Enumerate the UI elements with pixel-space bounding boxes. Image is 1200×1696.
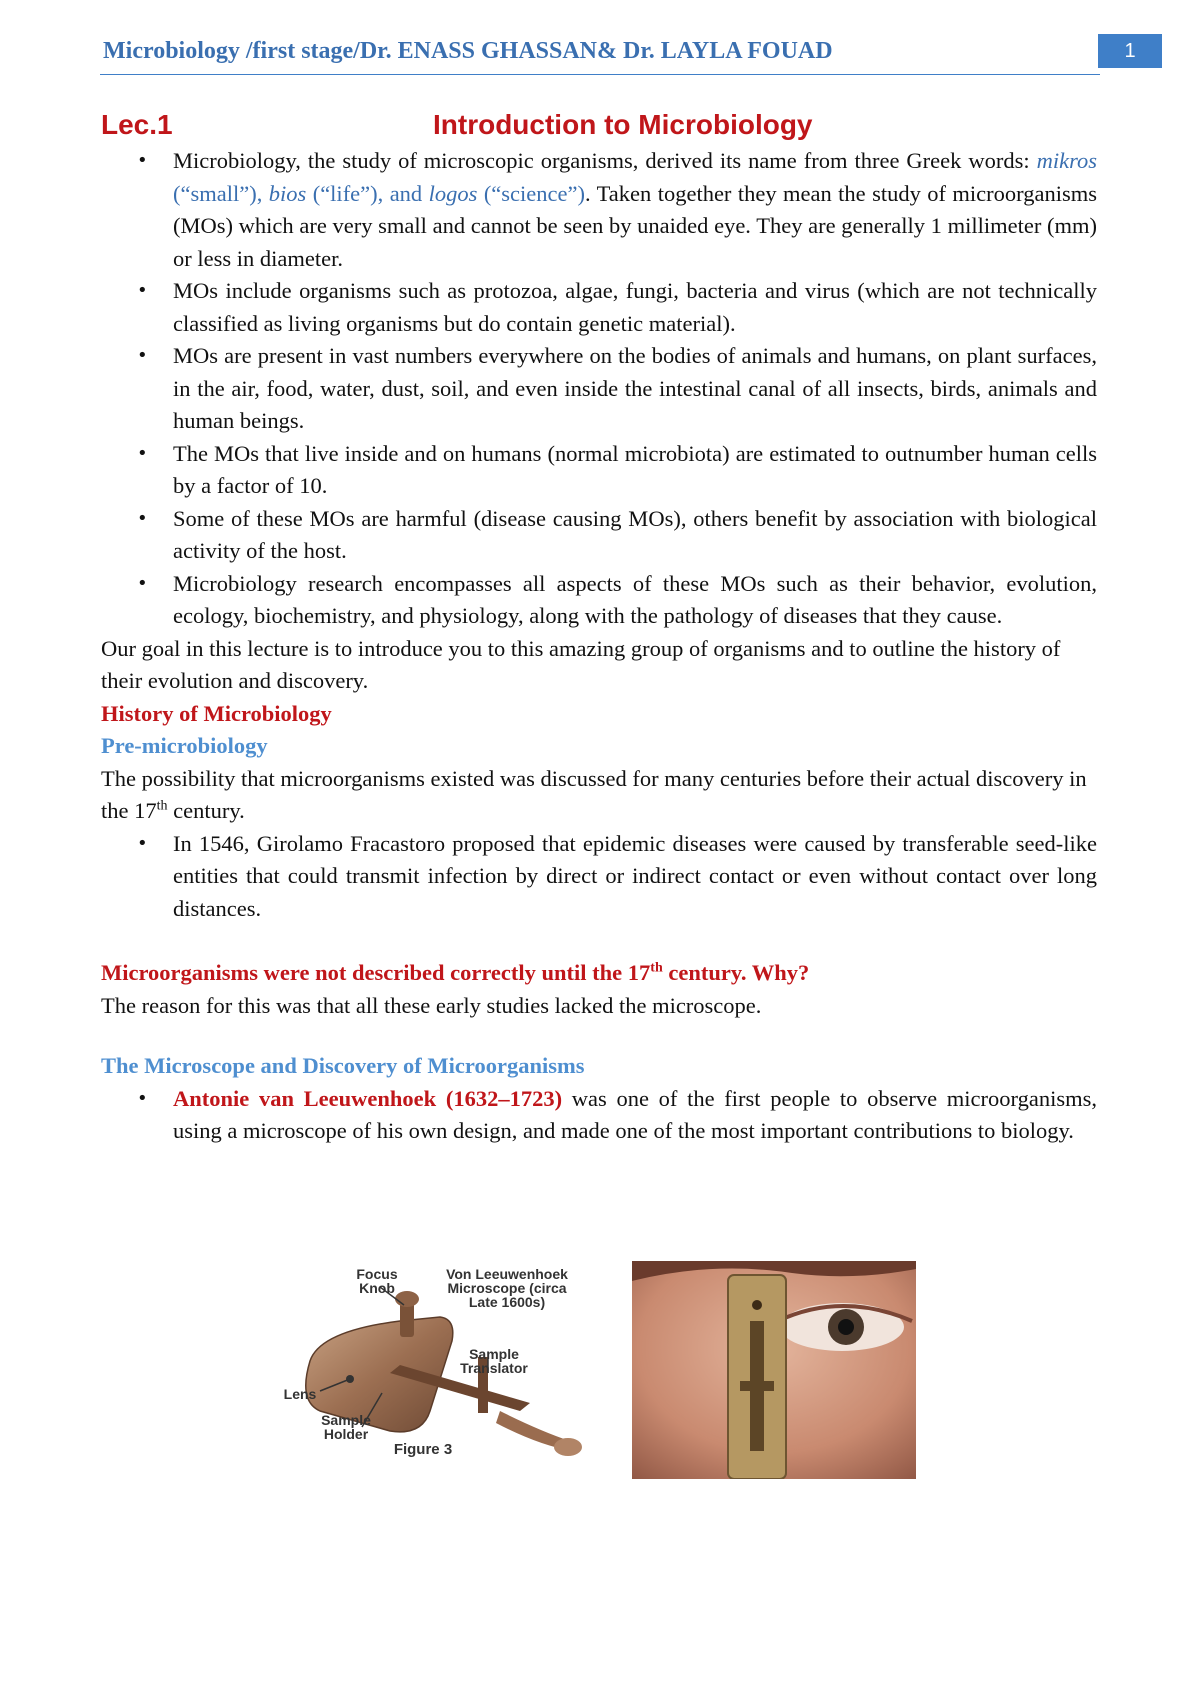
intro-bullet-list: [101, 145, 1097, 633]
list-item: • In 1546, Girolamo Fracastoro proposed that epidemic diseases were caused by transferable seed-like entities that could transmit infection by direct or indirect contact or even without contact over long distances.: [101, 828, 1097, 926]
lecture-title: Introduction to Microbiology: [433, 109, 813, 140]
label-lens: Lens: [283, 1386, 317, 1402]
microscope-bullet-list: [101, 1083, 1097, 1148]
label-microscope-title: Von Leeuwenhoek Microscope (circa Late 1600s): [446, 1266, 568, 1310]
header-divider: [100, 74, 1100, 75]
page-number: 1: [1098, 34, 1162, 68]
question-heading: Microorganisms were not described correctly until the 17th century. Why?: [101, 960, 810, 985]
leeuwenhoek-microscope-photo: [632, 1261, 916, 1479]
history-heading: History of Microbiology: [101, 700, 332, 726]
greek-word-logos: logos: [428, 180, 478, 206]
pre-microbiology-heading: Pre-microbiology: [101, 733, 268, 758]
list-item: • MOs include organisms such as protozoa, algae, fungi, bacteria and virus (which are not technically classified as living organisms but do contain genetic material).: [101, 275, 1097, 340]
running-header: Microbiology /first stage/Dr. ENASS GHASSAN& Dr. LAYLA FOUAD: [103, 38, 833, 64]
question-answer: The reason for this was that all these early studies lacked the microscope.: [101, 992, 762, 1018]
lecture-number: Lec.1: [101, 109, 173, 140]
spacer: [101, 1022, 1097, 1050]
document-body: [101, 103, 1097, 1148]
list-item: • Microbiology, the study of microscopic organisms, derived its name from three Greek words: mikros (“small”), bios (“life”), and logos (“science”). Taken together they mean the study of microorganisms (MOs) which are very small and cannot be seen by unaided eye. They are generally 1 millimeter (mm) or less in diameter.: [101, 145, 1097, 275]
microscope-section-heading: The Microscope and Discovery of Microorganisms: [101, 1053, 585, 1078]
microscope-diagram: [280, 1261, 632, 1479]
label-sample-translator: Sample Translator: [460, 1346, 528, 1376]
goal-paragraph: Our goal in this lecture is to introduce you to this amazing group of organisms and to outline the history of their evolution and discovery.: [101, 635, 1061, 693]
spacer: [101, 925, 1097, 957]
eye-and-microscope-photo: [632, 1261, 916, 1479]
list-item: • Microbiology research encompasses all aspects of these MOs such as their behavior, evolution, ecology, biochemistry, and physiology, along with the pathology of diseases that they cause.: [101, 568, 1097, 633]
greek-word-bios: bios: [268, 180, 307, 206]
list-item: • The MOs that live inside and on humans (normal microbiota) are estimated to outnumber human cells by a factor of 10.: [101, 438, 1097, 503]
history-bullet-list: [101, 828, 1097, 926]
list-item: • Some of these MOs are harmful (disease causing MOs), others benefit by association with biological activity of the host.: [101, 503, 1097, 568]
list-item: • Antonie van Leeuwenhoek (1632–1723) was one of the first people to observe microorganisms, using a microscope of his own design, and made one of the most important contributions to biology.: [101, 1083, 1097, 1148]
label-focus-knob: Focus Knob: [356, 1266, 398, 1296]
lecture-title-row: [101, 103, 1097, 145]
pre-microbiology-paragraph: The possibility that microorganisms existed was discussed for many centuries before their actual discovery in the 17th century.: [101, 765, 1087, 823]
greek-word-mikros: mikros: [1036, 148, 1097, 173]
figure-caption: Figure 3: [393, 1441, 453, 1458]
leeuwenhoek-name: Antonie van Leeuwenhoek (1632–1723): [173, 1085, 563, 1111]
label-sample-holder: Sample Holder: [321, 1412, 371, 1442]
list-item: • MOs are present in vast numbers everywhere on the bodies of animals and humans, on plant surfaces, in the air, food, water, dust, soil, and even inside the intestinal canal of all insects, birds, animals and human beings.: [101, 340, 1097, 438]
